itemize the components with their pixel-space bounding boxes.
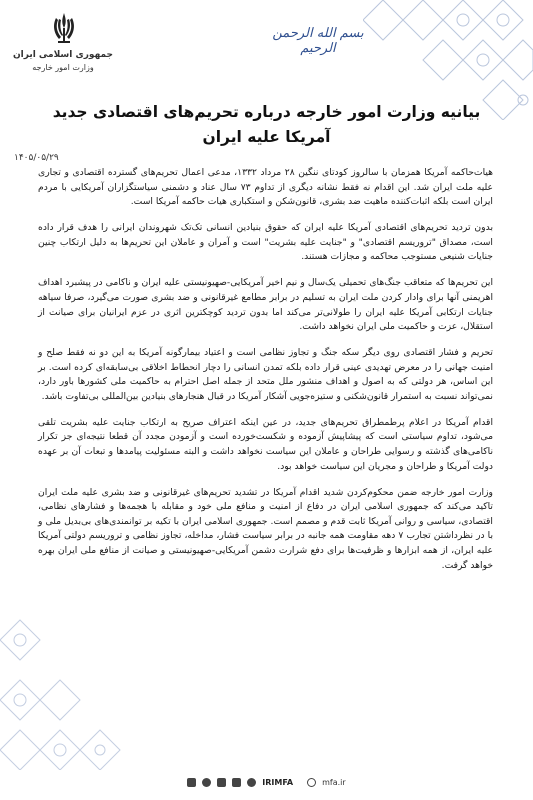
iran-emblem-icon xyxy=(46,10,82,46)
facebook-icon[interactable] xyxy=(247,778,256,787)
globe-icon xyxy=(307,778,316,787)
instagram-icon[interactable] xyxy=(187,778,196,787)
footer-social-bar xyxy=(0,772,533,792)
youtube-icon[interactable] xyxy=(217,778,226,787)
paragraph: اقدام آمریکا در اعلام پرطمطراق تحریم‌های جدید، در عین اینکه اعتراف صریح به ارتکاب جنایت علیه بشریت تلقی می‌شود، تداوم سیاستی است که پیشاپیش آزموده و شکست‌خورده است و آزمودن مجدد آن قطعا نتیجه‌ای جز تکرار ناکامی‌های گذشته و رسوایی طراحان و عاملان این سیاست نخواهد داشت و البته مسئولیت پیامدها و تبعات آن بر عهده دولت آمریکا و طراحان و مجریان این سیاست خواهد بود. xyxy=(38,416,493,472)
x-icon[interactable] xyxy=(232,778,241,787)
paragraph: وزارت امور خارجه ضمن محکوم‌کردن شدید اقدام آمریکا در تشدید تحریم‌های غیرقانونی و ضد بشری علیه ملت ایران تاکید می‌کند که جمهوری اسلامی ایران در دفاع از امنیت و منافع ملی خود و مقابله با هجمه‌ها و فشارهای نظامی، اقتصادی، سیاسی و روانی آمریکا ثابت قدم و مصمم است. جمهوری اسلامی ایران با تکیه بر توانمندی‌های بی‌بدیل ملی و با در نظرداشتن تجارب ۷ دهه مقاومت همه جانبه در برابر سیاست فشار، مداخله، تجاوز نظامی و تروریسم دولتی آمریکا علیه ایران، از همه ابزارها و ظرفیت‌ها برای دفع شرارت دشمن آمریکایی-صهیونیستی و صیانت از منافع ملی ایران بهره خواهد گرفت. xyxy=(38,486,494,571)
social-handle[interactable]: IRIMFA xyxy=(262,777,294,787)
bismillah-calligraphy: بسم الله الرحمن الرحیم xyxy=(272,26,364,56)
statement-date: ۱۴۰۵/۰۵/۲۹ xyxy=(14,153,59,163)
paragraph: این تحریم‌ها که متعاقب جنگ‌های تحمیلی یک‌سال و نیم اخیر آمریکایی-صهیونیستی علیه ایران و ناکامی در پیشبرد اهداف اهریمنی آنها برای وادار کردن ملت ایران به تسلیم در برابر مطامع غیرقانونی و ضد بشری صورت می‌گیرد، صرفا سیاهه جنایات ارتکابی آمریکا علیه ایران را طولانی‌تر می‌کند اما بدون تردید کوچکترین اثری در عزم ایرانیان برای صیانت از استقلال، عزت و حاکمیت ملی ایران نخواهد داشت. xyxy=(38,277,493,333)
ministry-subtitle: وزارت امور خارجه xyxy=(32,63,94,72)
decorative-pattern-bottom xyxy=(0,580,150,770)
telegram-icon[interactable] xyxy=(202,778,211,787)
statement-title: بیانیه وزارت امور خارجه درباره تحریم‌های اقتصادی جدید آمریکا علیه ایران xyxy=(52,103,481,146)
website-link[interactable]: mfa.ir xyxy=(322,777,346,787)
paragraph: هیات‌حاکمه آمریکا همزمان با سالروز کودتای ننگین ۲۸ مرداد ۱۳۳۲، مدعی اعمال تحریم‌های گسترده اقتصادی و تجاری علیه ملت ایران شد. این اقدام نه فقط نشانه دیگری از تداوم ۷۳ سال عناد و دشمنی سیاستگزاران آمریکایی با مردم ایران است بلکه اثبات‌کننده ماهیت ضد بشری، قانون‌شکن و استکباری هیات حاکمه آمریکا است. xyxy=(38,167,494,208)
paragraph: بدون تردید تحریم‌های اقتصادی آمریکا علیه ایران که حقوق بنیادین انسانی تک‌تک شهروندان ایرانی را هدف قرار داده است، مصداق "تروریسم اقتصادی" و "جنایت علیه بشریت" است و آمران و عاملان این تحریم‌ها به دلیل ارتکاب چنین جنایات شنیعی مستوجب محاکمه و مجازات هستند. xyxy=(38,222,493,263)
statement-body xyxy=(38,166,493,585)
paragraph: تحریم و فشار اقتصادی روی دیگر سکه جنگ و تجاوز نظامی است و اعتیاد بیمارگونه آمریکا به این دو نه فقط صلح و امنیت جهانی را در معرض تهدیدی عینی قرار داده بلکه تمدن انسانی را دچار انحطاط اخلاقی بی‌سابقه‌ای کرده است. بر این اساس، هر دولتی که به اصول و اهداف منشور ملل متحد از جمله اصل احترام به حاکمیت ملی کشورها باور دارد، نمی‌تواند نسبت به استمرار قانون‌شکنی و ستیزه‌جویی آشکار آمریکا در قبال هنجارهای بنیادین بین‌المللی بی‌تفاوت باشد. xyxy=(38,347,493,402)
ministry-name: جمهوری اسلامی ایران xyxy=(12,50,114,60)
